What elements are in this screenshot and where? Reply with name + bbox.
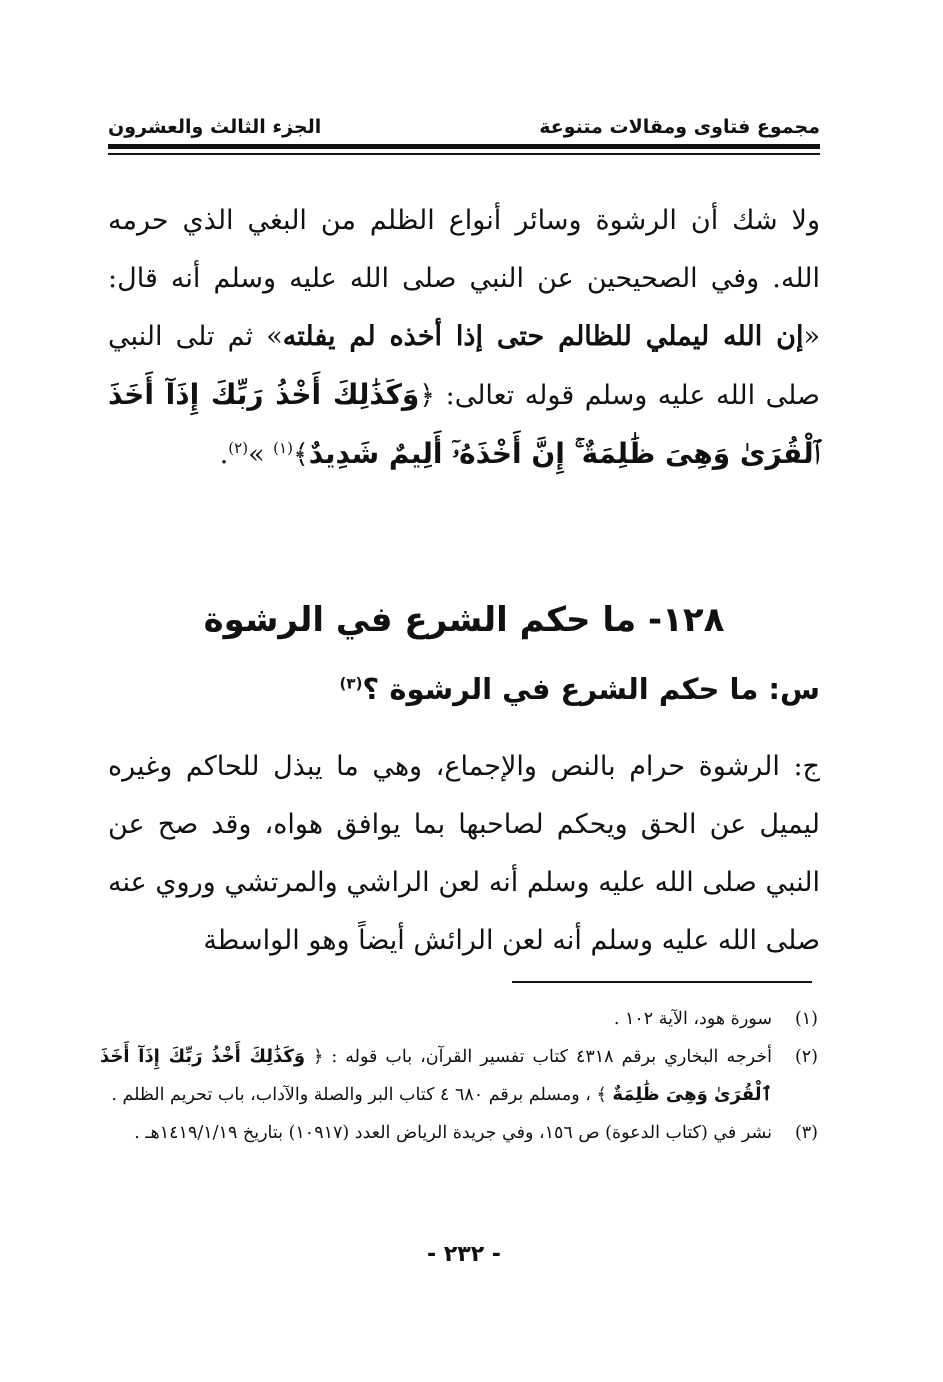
running-header: [108, 108, 820, 138]
footnote-ref-3: (٣): [339, 674, 363, 693]
intro-text-2: » ثم تلى النبي صلى الله عليه وسلم قوله تعالى: ﴿: [108, 321, 820, 411]
header-volume: الجزء الثالث والعشرون: [108, 116, 322, 138]
footnotes: [100, 1000, 818, 1152]
footnote-text: نشر في (كتاب الدعوة) ص ١٥٦، وفي جريدة الرياض العدد (١٠٩١٧) بتاريخ ١٤١٩/١/١٩هـ .: [134, 1123, 772, 1143]
header-rule-thick: [108, 144, 820, 149]
footnote-1: [100, 1000, 818, 1038]
footnote-text-part: أخرجه البخاري برقم ٤٣١٨ كتاب تفسير القرآن، باب قوله : ﴿: [305, 1047, 772, 1067]
footnote-text: [100, 1038, 772, 1114]
footnote-ref-1: (١): [273, 439, 293, 457]
footnote-verse: وَكَذَٰلِكَ أَخْذُ رَبِّكَ إِذَآ أَخَذَ ٱلْقُرَىٰ وَهِىَ ظَٰلِمَةٌ: [100, 1046, 772, 1105]
footnote-3: [100, 1114, 818, 1152]
footnote-number: (٣): [794, 1123, 818, 1143]
intro-paragraph: [108, 192, 820, 484]
footnote-text: سورة هود، الآية ١٠٢ .: [613, 1009, 772, 1029]
quote-close: »: [248, 439, 274, 470]
verse-close-bracket: ﴾: [292, 439, 309, 470]
section-title: ١٢٨- ما حكم الشرع في الرشوة: [203, 600, 725, 640]
period: .: [219, 439, 229, 470]
hadith-quote: إن الله ليملي للظالم حتى إذا أخذه لم يفلته: [282, 321, 804, 352]
footnote-text-part: ﴾ ، ومسلم برقم ٦٨٠ ٤ كتاب البر والصلة والآداب، باب تحريم الظلم .: [111, 1085, 613, 1105]
header-rule-thin: [108, 153, 820, 155]
footnote-number: (٢): [794, 1047, 818, 1067]
footnote-ref-2: (٢): [228, 439, 249, 457]
question-text: س: ما حكم الشرع في الرشوة ؟: [362, 672, 820, 706]
footnote-2: [100, 1038, 818, 1114]
quran-verse: وَكَذَٰلِكَ أَخْذُ رَبِّكَ إِذَآ أَخَذَ ٱلْقُرَىٰ وَهِىَ ظَٰلِمَةٌ ۚ إِنَّ أَخْذَهُۥٓ أَلِيمٌ شَدِيدٌ: [108, 378, 820, 470]
footnote-number: (١): [794, 1009, 818, 1029]
answer-paragraph: ج: الرشوة حرام بالنص والإجماع، وهي ما يبذل للحاكم وغيره ليميل عن الحق ويحكم لصاحبها بما يوافق هواه، وقد صح عن النبي صلى الله عليه وسلم أنه لعن الراشي والمرتشي وروي عنه صلى الله عليه وسلم أنه لعن الرائش أيضاً وهو الواسطة: [108, 751, 820, 956]
page-number: - ٢٣٢ -: [427, 1242, 501, 1267]
header-book-title: مجموع فتاوى ومقالات متنوعة: [539, 116, 820, 138]
footnote-separator: [512, 981, 812, 983]
intro-text: ولا شك أن الرشوة وسائر أنواع الظلم من البغي الذي حرمه الله. وفي الصحيحين عن النبي صلى الله عليه وسلم أنه قال: «: [108, 205, 820, 352]
question-heading: [108, 672, 820, 706]
